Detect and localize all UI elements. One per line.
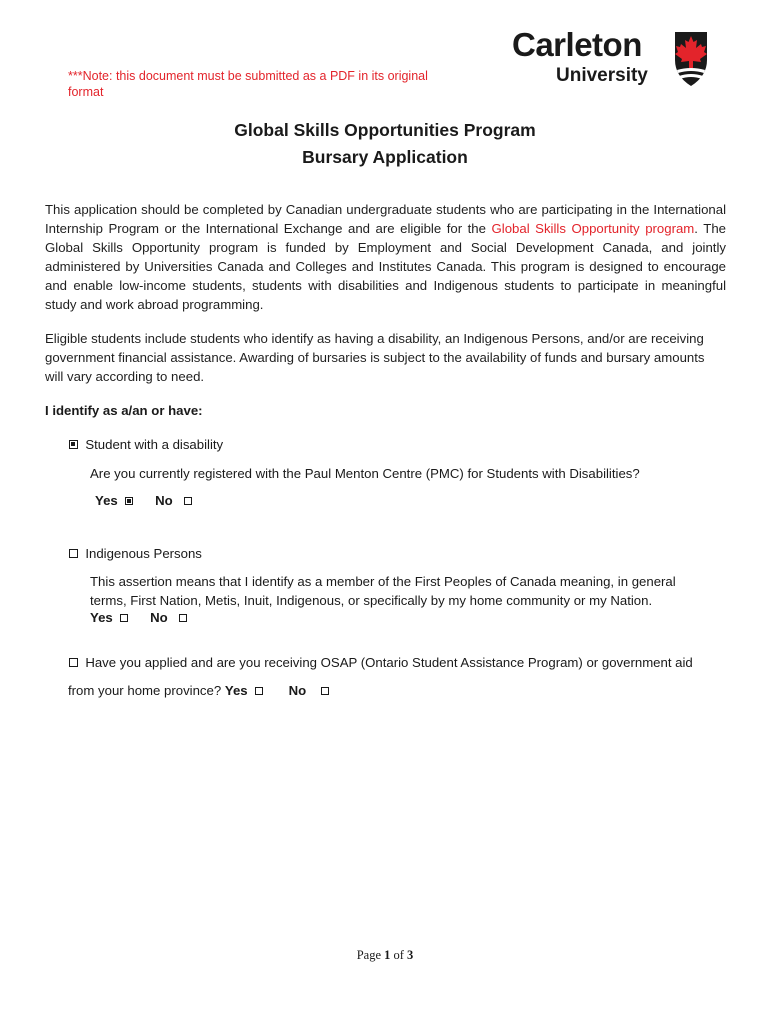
pmc-yes-label: Yes (95, 493, 118, 508)
page-total: 3 (407, 948, 414, 962)
page-footer (0, 948, 770, 963)
intro-text-2: . The Global Skills Opportunity program is funded by Employment and Social Development Canada, and jointly administered by Universities Canada and Colleges and Institutes Canada. This program is designed to encourage and enable low-income students, students with disabilities and Indigenous students to participate in meaningful study and work abroad programming. (45, 221, 726, 312)
option-osap (69, 653, 693, 672)
logo-word-carleton: Carleton (512, 26, 642, 63)
indigenous-text-line1: This assertion means that I identify as a member of the First Peoples of Canada meaning, in general (90, 574, 676, 589)
pmc-no-label: No (155, 493, 173, 508)
page-of-label: of (393, 948, 404, 962)
indigenous-no-checkbox[interactable] (179, 614, 187, 622)
page-label: Page (356, 948, 381, 962)
submission-note: ***Note: this document must be submitted as a PDF in its original format (68, 69, 428, 99)
osap-label: Have you applied and are you receiving OSAP (Ontario Student Assistance Program) or government aid (85, 655, 693, 670)
osap-yes-label: Yes (224, 683, 248, 698)
indigenous-answers (90, 608, 187, 627)
indigenous-no-label: No (150, 610, 168, 625)
pmc-yes-checkbox[interactable] (125, 497, 133, 505)
disability-checkbox[interactable] (69, 440, 78, 449)
indigenous-yes-checkbox[interactable] (120, 614, 128, 622)
identify-heading: I identify as a/an or have: (45, 403, 203, 418)
indigenous-checkbox[interactable] (69, 549, 78, 558)
option-disability (69, 435, 223, 454)
osap-yes-checkbox[interactable] (255, 687, 263, 695)
option-indigenous (69, 544, 202, 563)
osap-checkbox[interactable] (69, 658, 78, 667)
osap-no-checkbox[interactable] (321, 687, 329, 695)
indigenous-yes-label: Yes (90, 610, 113, 625)
document-title: Global Skills Opportunities Program (234, 120, 536, 140)
pmc-question: Are you currently registered with the Paul Menton Centre (PMC) for Students with Disabilities? (90, 466, 640, 481)
osap-no-label: No (288, 683, 307, 698)
disability-label: Student with a disability (85, 437, 224, 452)
intro-paragraph (45, 200, 726, 314)
carleton-maple-leaf-icon (667, 30, 715, 88)
osap-continuation (68, 681, 329, 700)
logo-word-university: University (556, 65, 648, 86)
indigenous-label: Indigenous Persons (85, 546, 202, 561)
carleton-logo (512, 26, 717, 92)
eligibility-paragraph: Eligible students include students who identify as having a disability, an Indigenous Persons, and/or are receiving government financial assistance. Awarding of bursaries is subject to the availability of funds and bursary amounts will vary according to need. (45, 331, 705, 384)
pmc-no-checkbox[interactable] (184, 497, 192, 505)
page-current: 1 (384, 948, 391, 962)
intro-text-1: This application should be completed by Canadian undergraduate students who are participating in the International Internship Program or the International Exchange and are eligible for the (45, 202, 726, 236)
indigenous-text-line2: terms, First Nation, Metis, Inuit, Indigenous, or specifically by my home community or my Nation. (90, 593, 653, 608)
global-skills-link[interactable]: Global Skills Opportunity program (491, 221, 695, 236)
pmc-answers (95, 491, 192, 510)
document-subtitle: Bursary Application (302, 147, 468, 167)
osap-continuation-text: from your home province? (68, 683, 222, 698)
